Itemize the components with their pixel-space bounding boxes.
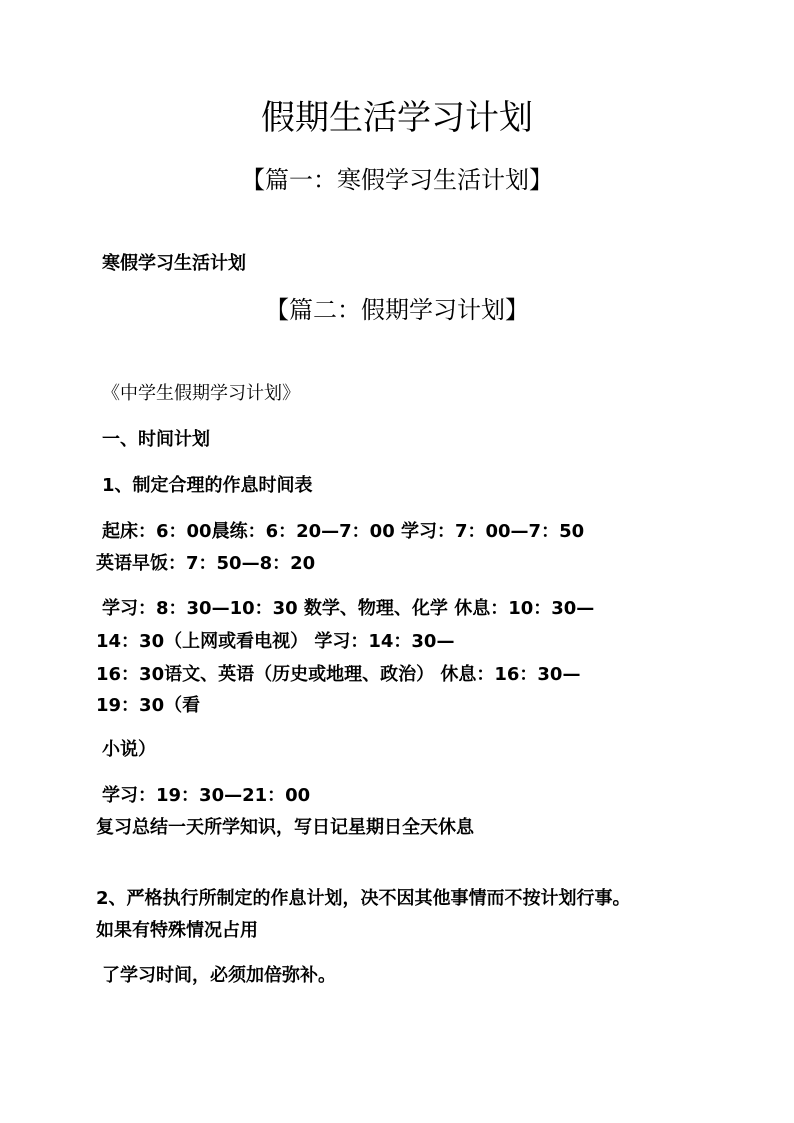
plan-label: 寒假学习生活计划	[102, 253, 246, 274]
paragraph-line: 16：30语文、英语（历史或地理、政治） 休息：16：30—	[96, 664, 581, 685]
paragraph-line: 1、制定合理的作息时间表	[102, 475, 313, 496]
section-heading-1: 【篇一：寒假学习生活计划】	[241, 166, 553, 194]
paragraph-line: 19：30（看	[96, 695, 201, 716]
paragraph-line: 学习：8：30—10：30 数学、物理、化学 休息：10：30—	[102, 598, 595, 619]
paragraph-line: 复习总结一天所学知识，写日记星期日全天休息	[96, 817, 474, 838]
paragraph-line: 如果有特殊情况占用	[96, 920, 258, 941]
paragraph-line: 2、严格执行所制定的作息计划，决不因其他事情而不按计划行事。	[96, 888, 631, 909]
paragraph-line: 小说）	[102, 739, 156, 760]
paragraph-line: 14：30（上网或看电视） 学习：14：30—	[96, 631, 455, 652]
paragraph-line: 学习：19：30—21：00	[102, 785, 311, 806]
paragraph-line: 英语早饭：7：50—8：20	[96, 553, 316, 574]
paragraph-line: 一、时间计划	[102, 429, 210, 450]
paragraph-line: 了学习时间，必须加倍弥补。	[102, 965, 336, 986]
paragraph-line: 《中学生假期学习计划》	[102, 383, 300, 404]
document-title: 假期生活学习计划	[261, 98, 533, 138]
paragraph-line: 起床：6：00晨练：6：20—7：00 学习：7：00—7：50	[102, 521, 585, 542]
section-heading-2: 【篇二：假期学习计划】	[265, 296, 529, 324]
